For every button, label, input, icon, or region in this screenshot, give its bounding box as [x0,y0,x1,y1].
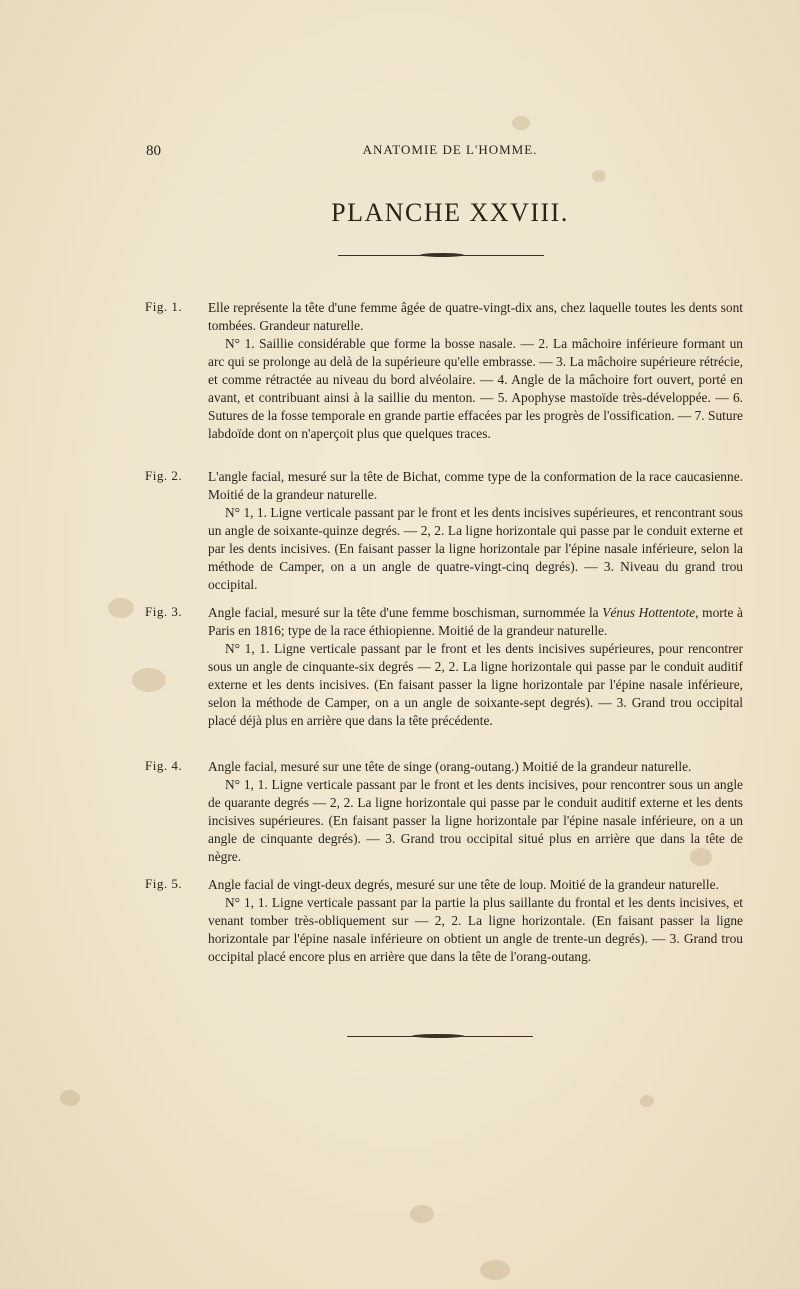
foxing-spot [640,1095,654,1107]
foxing-spot [592,170,606,182]
foxing-spot [512,116,530,130]
foxing-spot [480,1260,510,1280]
top-divider-ornament [420,253,464,257]
figure-legend: N° 1, 1. Ligne verticale passant par le front et les dents incisives supérieures, pour rencontrer sous un angle de cinquante-six degrés — 2, 2. La ligne horizontale qui passe par le conduit auditif externe et les dents incisives. (En faisant passer la ligne horizontale par l'épine nasale inférieure, selon la méthode de Camper, on a un angle de soixante-sept degrés). — 3. Grand trou occipital placé déjà plus en arrière que dans la tête précédente. [208,641,743,728]
figure-label: Fig. 2. [145,468,183,483]
figure-label: Fig. 4. [145,758,183,773]
bottom-divider-ornament [412,1034,464,1038]
foxing-spot [60,1090,80,1106]
figure-caption: Angle facial, mesuré sur une tête de singe (orang-outang.) Moitié de la grandeur naturelle. [208,759,692,774]
figure-caption [208,604,743,640]
figure-label: Fig. 5. [145,876,183,891]
figure-caption: L'angle facial, mesuré sur la tête de Bichat, comme type de la conformation de la race caucasienne. Moitié de la grandeur naturelle. [208,469,743,502]
figure-1-entry [145,299,745,443]
figure-legend: N° 1, 1. Ligne verticale passant par la partie la plus saillante du frontal et les dents incisives, et venant tomber très-obliquement sur — 2, 2. La ligne horizontale. (En faisant passer la ligne horizontale par l'épine nasale inférieure on obtient un angle de trente-un degrés). — 3. Grand trou occipital placé encore plus en arrière que dans la tête de l'orang-outang. [208,895,743,964]
figure-2-entry [145,468,745,594]
caption-italic-name: Vénus Hottentote, [602,605,699,620]
figure-legend: N° 1, 1. Ligne verticale passant par le front et les dents incisives supérieures, et rencontrant sous un angle de soixante-quinze degrés. — 2, 2. La ligne horizontale qui passe par le conduit externe et par les dents incisives. (En faisant passer la ligne horizontale par l'épine nasale inférieure, selon la méthode de Camper, on a un angle de quatre-vingt-cinq degrés). — 3. Niveau du grand trou occipital. [208,505,743,592]
plate-title: PLANCHE XXVIII. [331,198,569,227]
figure-5-entry [145,876,745,966]
caption-text: Angle facial, mesuré sur la tête d'une femme boschisman, surnommée la [208,605,603,620]
figure-legend: N° 1, 1. Ligne verticale passant par le front et les dents incisives, pour rencontrer sous un angle de quarante degrés — 2, 2. La ligne horizontale qui passe par le conduit auditif externe et les dents incisives supérieures. (En faisant passer la ligne horizontale par l'épine nasale inférieure, on a un angle de cinquante degrés). — 3. Grand trou occipital situé plus en arrière que dans la tête de nègre. [208,777,743,864]
foxing-spot [108,598,134,618]
caption-text: morte à Paris en 1816; type de la race éthiopienne. Moitié de la grandeur naturelle. [208,605,744,638]
figure-legend: N° 1. Saillie considérable que forme la bosse nasale. — 2. La mâchoire inférieure formant un arc qui se prolonge au delà de la supérieure qu'elle embrasse. — 3. La mâchoire supérieure rétrécie, et comme rétractée au niveau du bord alvéolaire. — 4. Angle de la mâchoire fort ouvert, porté en avant, et contribuant ainsi à la saillie du menton. — 5. Apophyse mastoïde très-développée. — 6. Sutures de la fosse temporale en grande partie effacées par les progrès de l'ossification. — 7. Suture labdoïde dont on n'aperçoit plus que quelques traces. [208,336,743,441]
page-number: 80 [146,143,161,159]
figure-caption: Elle représente la tête d'une femme âgée de quatre-vingt-dix ans, chez laquelle toutes les dents sont tombées. Grandeur naturelle. [208,300,743,333]
figure-4-entry [145,758,745,866]
figure-label: Fig. 3. [145,604,183,619]
foxing-spot [410,1205,434,1223]
figure-3-entry [145,604,745,730]
figure-caption: Angle facial de vingt-deux degrés, mesuré sur une tête de loup. Moitié de la grandeur naturelle. [208,877,719,892]
figure-label: Fig. 1. [145,299,183,314]
running-head: ANATOMIE DE L'HOMME. [362,142,538,157]
